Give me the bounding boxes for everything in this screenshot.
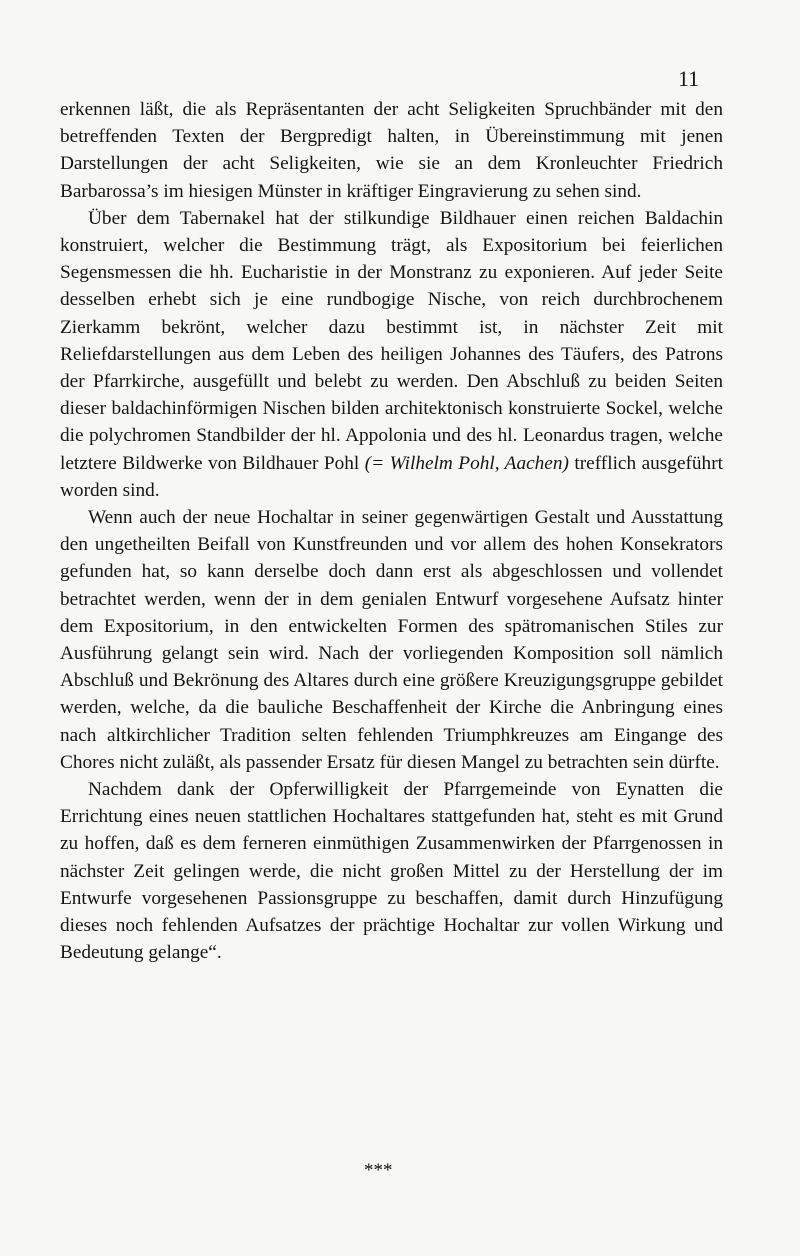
paragraph-2-text-before: Über dem Tabernakel hat der stilkundige Bildhauer einen reichen Baldachin konstruiert, welcher die Bestimmung trägt, als Expositorium bei feierlichen Segensmessen die hh. Eucharistie in der Monstranz zu exponieren. Auf jeder Seite desselben erhebt sich je eine rundbogige Nische, von reich durchbrochenem Zierkamm bekrönt, welcher dazu bestimmt ist, in nächster Zeit mit Reliefdarstellungen aus dem Leben des heiligen Johannes des Täufers, des Patrons der Pfarrkirche, ausgefüllt und belebt zu werden. Den Abschluß zu beiden Seiten dieser baldachinförmigen Nischen bilden architektonisch konstruierte Sockel, welche die polychromen Standbilder der hl. Appolonia und des hl. Leonardus tragen, welche letztere Bildwerke von Bildhauer Pohl: [60, 207, 723, 474]
page-number: 11: [678, 66, 700, 91]
paragraph-3: Wenn auch der neue Hochaltar in seiner gegenwärtigen Gestalt und Ausstattung den ungetheilten Beifall von Kunstfreunden und vor allem des hohen Konsekrators gefunden hat, so kann derselbe doch dann erst als abgeschlossen und vollendet betrachtet werden, wenn der in dem genialen Entwurf vorgesehene Aufsatz hinter dem Expositorium, in den entwickelten Formen des spätromanischen Stiles zur Ausführung gelangt sein wird. Nach der vorliegenden Komposition soll nämlich Abschluß und Bekrönung des Altares durch eine größere Kreuzigungsgruppe gebildet werden, welche, da die bauliche Beschaffenheit der Kirche die Anbringung eines nach altkirchlicher Tradition selten fehlenden Triumphkreuzes am Eingange des Chores nicht zuläßt, als passender Ersatz für diesen Mangel zu betrachten sein dürfte.: [60, 507, 723, 773]
paragraph-2: [60, 205, 723, 504]
paragraph-4: Nachdem dank der Opferwilligkeit der Pfarrgemeinde von Eynatten die Errichtung eines neuen stattlichen Hochaltares stattgefunden hat, steht es mit Grund zu hoffen, daß es dem ferneren einmüthigen Zusammenwirken der Pfarrgenossen in nächster Zeit gelingen werde, die nicht großen Mittel zu der Herstellung der im Entwurfe vorgesehenen Passionsgruppe zu beschaffen, damit durch Hinzufügung dieses noch fehlenden Aufsatzes der prächtige Hochaltar zur vollen Wirkung und Bedeutung gelange“.: [60, 779, 723, 964]
paragraph-1: erkennen läßt, die als Repräsentanten der acht Seligkeiten Spruchbänder mit den betreffenden Texten der Bergpredigt halten, in Übereinstimmung mit jenen Darstellungen der acht Seligkeiten, wie sie an dem Kronleuchter Friedrich Barbarossa’s im hiesigen Münster in kräftiger Eingravierung zu sehen sind.: [60, 99, 723, 202]
paragraph-2-italic-note: (= Wilhelm Pohl, Aachen): [364, 452, 569, 474]
section-separator: ***: [364, 1160, 393, 1181]
paragraph-2-text-after: trefflich ausgeführt worden sind.: [60, 452, 723, 501]
body-text: [60, 96, 723, 967]
